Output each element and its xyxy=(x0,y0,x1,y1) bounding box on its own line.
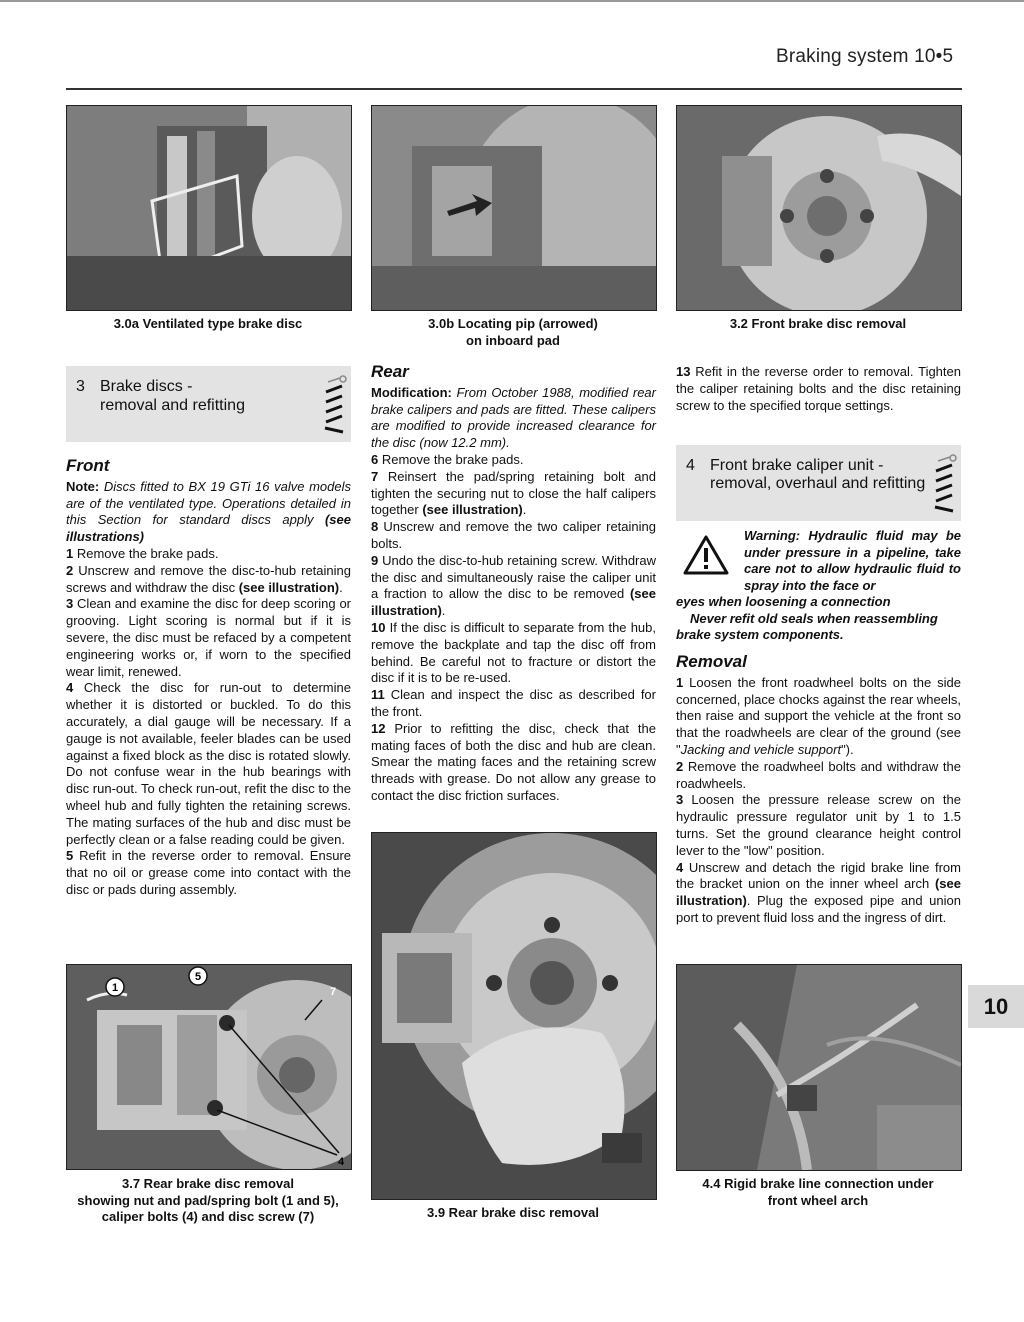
difficulty-spanner-icon xyxy=(322,374,348,436)
step-number: 9 xyxy=(371,552,379,568)
removal-step-4 xyxy=(676,860,961,927)
step-italic-ref: Jacking and vehicle support xyxy=(680,741,842,757)
step-number: 6 xyxy=(371,451,379,467)
step-number: 4 xyxy=(676,859,684,875)
step-number: 3 xyxy=(66,596,74,612)
warning-line: Warning: Hydraulic fluid may be under pressure in a pipeline, take care not to allow hydraulic fluid to spray into the face or xyxy=(744,528,961,593)
chapter-tab: 10 xyxy=(968,985,1024,1028)
see-illustration-ref: (see illustration) xyxy=(676,876,961,909)
see-illustration-ref: (see illustration) xyxy=(371,586,656,619)
step-text: If the disc is difficult to separate from the hub, remove the backplate and tap the disc off from behind. Be careful not to fracture or distort the disc if it is to be re-used. xyxy=(371,619,656,686)
caption-text: 3.2 Front brake disc removal xyxy=(729,316,907,331)
warning-triangle-icon xyxy=(682,534,730,576)
callout-5: 5 xyxy=(194,971,202,983)
step-text: Loosen the front roadwheel bolts on the side concerned, place chocks against the rear wheels, then raise and support the vehicle at the front so that the roadwheels are clear of the ground (see " xyxy=(676,674,961,757)
section-title: Brake discs - xyxy=(100,378,193,395)
caption-line: showing nut and pad/spring bolt (1 and 5), xyxy=(77,1192,339,1208)
step-number: 3 xyxy=(676,792,684,808)
step-2 xyxy=(66,563,351,597)
step-text: Remove the brake pads. xyxy=(378,451,524,467)
caption-line: 4.4 Rigid brake line connection under xyxy=(702,1176,934,1191)
step-number: 4 xyxy=(66,680,74,696)
step-text: Check the disc for run-out to determine whether it is distorted or buckled. To do this accurately, a dial gauge will be necessary. If a gauge is not available, feeler blades can be used against a fixed block as the disc is rotated slowly. Do not confuse wear in the hub bearings with disc run-out. To check run-out, refit the disc to the wheel hub and fully tighten the retaining screws. The mating surfaces of the hub and disc must be perfectly clean or a false reading could be given. xyxy=(66,680,351,847)
modification-paragraph xyxy=(371,385,656,452)
step-12 xyxy=(371,721,656,805)
photo-ventilated-disc xyxy=(66,105,352,311)
front-heading: Front xyxy=(66,456,110,475)
step-number: 8 xyxy=(371,519,379,535)
step-4 xyxy=(66,680,351,848)
caption-3-9 xyxy=(371,1205,655,1222)
step-text: Refit in the reverse order to removal. Tighten the caliper retaining bolts and the disc retaining screw to the specified torque settings. xyxy=(676,364,961,413)
section-subtitle: removal, overhaul and refitting xyxy=(710,475,926,492)
step-end: . xyxy=(441,603,446,619)
section-subtitle: removal and refitting xyxy=(100,397,245,414)
step-3 xyxy=(66,596,351,680)
step-text: Clean and inspect the disc as described for the front. xyxy=(371,687,656,719)
step-text: Remove the brake pads. xyxy=(73,545,219,561)
caption-4-4 xyxy=(676,1176,960,1209)
rear-heading: Rear xyxy=(371,362,409,381)
step-11 xyxy=(371,687,656,721)
step-end: "). xyxy=(841,741,854,757)
photo-rear-caliper-callouts xyxy=(66,964,352,1170)
step-text: Loosen the pressure release screw on the hydraulic pressure regulator unit by 1 to 1.5 turns. Set the ground clearance height control lever to the "low" position. xyxy=(676,792,961,858)
callout-1: 1 xyxy=(111,982,119,994)
removal-step-3 xyxy=(676,792,961,859)
step-text: Unscrew and remove the two caliper retaining bolts. xyxy=(371,519,656,551)
step-text: Prior to refitting the disc, check that the mating faces of both the disc and hub are clean. Smear the mating faces and the retaining screw threads with grease. Do not allow any grease to contact the disc friction surfaces. xyxy=(371,720,656,803)
step-end: . xyxy=(522,502,527,518)
section-number: 3 xyxy=(76,378,85,395)
caption-3-7 xyxy=(56,1176,360,1226)
removal-step-2 xyxy=(676,759,961,793)
see-illustration-ref: (see illustration) xyxy=(422,502,523,518)
step-text: Undo the disc-to-hub retaining screw. Withdraw the disc and simultaneously raise the caliper unit a fraction to allow the disc to be removed xyxy=(371,552,656,602)
see-illustrations-ref: (see illustrations) xyxy=(66,512,351,545)
step-number: 1 xyxy=(66,545,74,561)
removal-heading: Removal xyxy=(676,652,747,671)
column-middle xyxy=(371,364,656,805)
step-9 xyxy=(371,553,656,620)
step-end: . Plug the exposed pipe and union port to prevent fluid loss and the ingress of dirt. xyxy=(676,893,961,925)
note-text: Discs fitted to BX 19 GTi 16 valve models are of the ventilated type. Operations detailed in this Section for standard discs apply xyxy=(66,478,351,528)
step-1 xyxy=(66,546,351,563)
section-3-heading xyxy=(66,366,351,442)
warning-line: eyes when loosening a connection xyxy=(676,594,891,609)
column-right-removal xyxy=(676,654,961,927)
caption-line: front wheel arch xyxy=(767,1192,869,1208)
step-text: Clean and examine the disc for deep scoring or grooving. Light scoring is normal but if it is severe, the disc must be refaced by a competent engineering works or, if worn to the specified wear limit, renewed. xyxy=(66,596,351,679)
step-13 xyxy=(676,364,961,414)
step-number: 2 xyxy=(676,758,684,774)
step-7 xyxy=(371,469,656,519)
section-number: 4 xyxy=(686,457,695,474)
page-header: Braking system 10•5 xyxy=(776,46,954,67)
step-number: 10 xyxy=(371,619,386,635)
step-text: Unscrew and detach the rigid brake line from the bracket union on the inner wheel arch xyxy=(676,859,961,892)
photo-locating-pip xyxy=(371,105,657,311)
caption-3-0b xyxy=(371,316,655,349)
top-rule xyxy=(0,0,1024,2)
step-end: . xyxy=(339,579,343,595)
column-right-top xyxy=(676,364,961,414)
caption-line: on inboard pad xyxy=(466,332,560,348)
step-number: 2 xyxy=(66,562,74,578)
step-10 xyxy=(371,620,656,687)
step-text: Reinsert the pad/spring retaining bolt and tighten the securing nut to close the half calipers together xyxy=(371,468,656,518)
warning-text xyxy=(744,528,961,594)
note-paragraph xyxy=(66,479,351,546)
section-title: Front brake caliper unit - xyxy=(710,457,884,474)
callout-4: 4 xyxy=(337,1156,345,1168)
step-text: Remove the roadwheel bolts and withdraw the roadwheels. xyxy=(676,758,961,791)
step-number: 11 xyxy=(371,687,385,703)
warning-note: Never refit old seals when reassembling brake system components. xyxy=(676,610,938,643)
step-text: Refit in the reverse order to removal. Ensure that no oil or grease come into contact with the disc or pads during assembly. xyxy=(66,848,351,897)
step-number: 13 xyxy=(676,364,691,379)
difficulty-spanner-icon xyxy=(932,453,958,515)
column-left xyxy=(66,458,351,899)
step-number: 12 xyxy=(371,720,386,736)
step-number: 1 xyxy=(676,674,684,690)
callout-7: 7 xyxy=(329,986,337,998)
modification-label: Modification: xyxy=(371,384,452,400)
modification-text: From October 1988, modified rear brake calipers and pads are fitted. These calipers are modified to provide increased clearance for the disc (now 12.2 mm). xyxy=(371,384,656,451)
caption-line: 3.0b Locating pip (arrowed) xyxy=(428,316,598,331)
step-6 xyxy=(371,452,656,469)
removal-step-1 xyxy=(676,675,961,759)
note-label: Note: xyxy=(66,478,100,494)
step-8 xyxy=(371,519,656,553)
section-4-heading xyxy=(676,445,961,521)
see-illustration-ref: (see illustration) xyxy=(238,579,340,595)
caption-3-2 xyxy=(676,316,960,333)
caption-3-0a xyxy=(66,316,350,333)
caption-text: 3.9 Rear brake disc removal xyxy=(427,1205,599,1220)
step-5 xyxy=(66,848,351,898)
photo-brake-line-connection xyxy=(676,964,962,1171)
caption-line: caliper bolts (4) and disc screw (7) xyxy=(101,1209,315,1224)
caption-text: 3.0a Ventilated type brake disc xyxy=(113,316,303,331)
step-number: 5 xyxy=(66,848,74,864)
photo-rear-disc-removal xyxy=(371,832,657,1200)
step-text: Unscrew and remove the disc-to-hub retaining screws and withdraw the disc xyxy=(66,562,351,595)
header-rule xyxy=(66,88,962,90)
warning-continued xyxy=(676,594,961,644)
step-number: 7 xyxy=(371,468,379,484)
photo-front-disc-removal xyxy=(676,105,962,311)
caption-line: 3.7 Rear brake disc removal xyxy=(122,1176,294,1191)
